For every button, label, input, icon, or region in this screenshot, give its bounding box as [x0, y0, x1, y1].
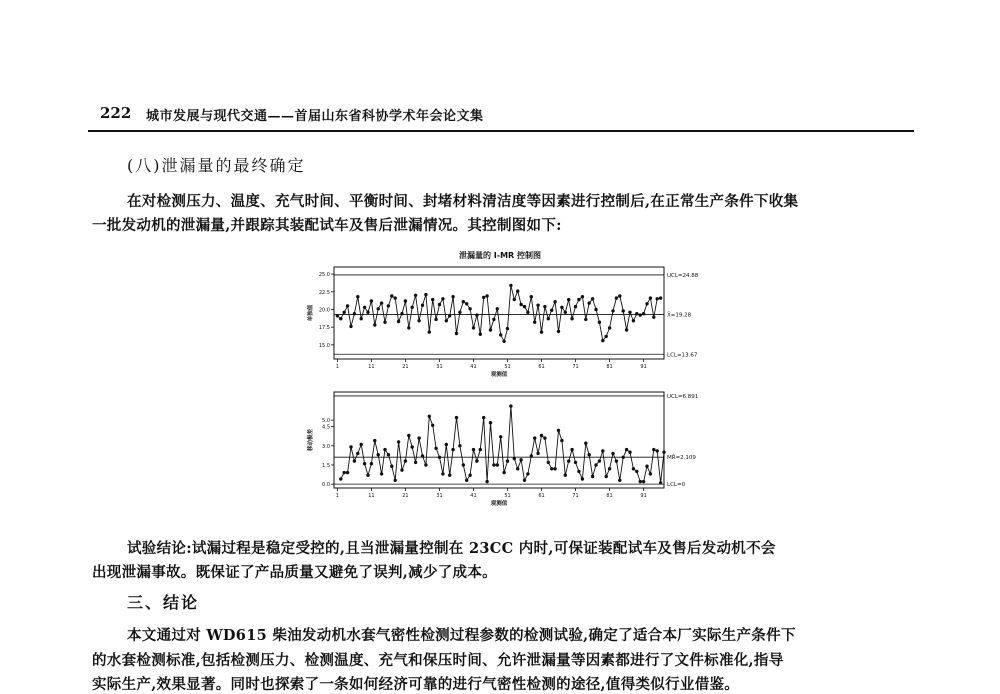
data-point [343, 471, 346, 474]
y-axis-label: 单独值 [308, 304, 314, 322]
running-header-title: 城市发展与现代交通——首届山东省科协学术年会论文集 [146, 109, 484, 124]
x-axis-label: 观测值 [490, 372, 508, 378]
data-point [458, 311, 461, 314]
data-point [502, 471, 505, 474]
data-point [346, 471, 349, 474]
data-point [441, 472, 444, 475]
data-point [390, 465, 393, 468]
data-point [652, 316, 655, 319]
data-point [499, 333, 502, 336]
test-conclusion-line2: 出现泄漏事故。既保证了产品质量又避免了误判,减少了成本。 [92, 564, 497, 581]
data-point [618, 294, 621, 297]
data-point [598, 321, 601, 324]
data-point [543, 305, 546, 308]
data-point [383, 321, 386, 324]
data-point [499, 435, 502, 438]
data-point [465, 479, 468, 482]
data-point [536, 452, 539, 455]
data-point [373, 323, 376, 326]
data-point [438, 456, 441, 459]
data-point [336, 314, 339, 317]
x-tick-label: 31 [436, 493, 443, 499]
data-point [407, 326, 410, 329]
data-point [428, 415, 431, 418]
data-point [618, 479, 621, 482]
data-point [652, 448, 655, 451]
x-tick-label: 41 [470, 493, 477, 499]
x-tick-label: 11 [368, 364, 375, 370]
data-point [519, 303, 522, 306]
data-point [431, 424, 434, 427]
data-point [377, 453, 380, 456]
data-point [662, 451, 665, 454]
data-point [424, 293, 427, 296]
data-point [536, 304, 539, 307]
data-point [550, 309, 553, 312]
test-conclusion-line1: 试验结论:试漏过程是稳定受控的,且当泄漏量控制在 23CC 内时,可保证装配试车及售后发动机不会 [127, 540, 776, 557]
x-tick-label: 71 [572, 364, 579, 370]
x-tick-label: 11 [368, 493, 375, 499]
data-point [560, 439, 563, 442]
figure-title: 泄漏量的 I-MR 控制图 [459, 251, 541, 260]
data-point [394, 479, 397, 482]
data-point [615, 296, 618, 299]
data-point [577, 470, 580, 473]
y-tick-label: 4.5 [322, 424, 330, 431]
data-point [455, 416, 458, 419]
data-point [356, 452, 359, 455]
x-tick-label: 51 [504, 493, 511, 499]
data-point [366, 311, 369, 314]
data-point [608, 326, 611, 329]
data-point [622, 309, 625, 312]
data-point [363, 306, 366, 309]
data-point [380, 472, 383, 475]
data-point [397, 440, 400, 443]
data-point [373, 439, 376, 442]
x-tick-label: 81 [606, 364, 613, 370]
y-axis-label: 移动极差 [308, 428, 314, 452]
data-point [489, 328, 492, 331]
data-point [346, 304, 349, 307]
data-point [363, 462, 366, 465]
data-point [339, 477, 342, 480]
data-point [574, 461, 577, 464]
data-point [553, 467, 556, 470]
data-point [387, 304, 390, 307]
page-number: 222 [100, 104, 132, 122]
section-eight-heading: (八)泄漏量的最终确定 [127, 156, 306, 175]
data-point [462, 300, 465, 303]
data-point [349, 325, 352, 328]
data-point [434, 447, 437, 450]
data-point [594, 308, 597, 311]
data-point [601, 449, 604, 452]
data-point [649, 472, 652, 475]
data-point [414, 294, 417, 297]
data-point [635, 312, 638, 315]
data-point [509, 284, 512, 287]
x-tick-label: 31 [436, 364, 443, 370]
data-point [584, 318, 587, 321]
data-point [353, 459, 356, 462]
data-point [496, 307, 499, 310]
data-point [649, 296, 652, 299]
data-point [387, 453, 390, 456]
data-point [502, 340, 505, 343]
data-point [383, 448, 386, 451]
data-point [485, 480, 488, 483]
data-point [496, 463, 499, 466]
data-point [645, 302, 648, 305]
plot-frame [334, 392, 664, 488]
x-tick-label: 91 [640, 364, 647, 370]
data-point [370, 299, 373, 302]
data-point [608, 467, 611, 470]
lcl-label: LCL=0 [667, 482, 686, 489]
data-point [445, 319, 448, 322]
y-tick-label: 0.0 [322, 482, 330, 489]
x-tick-label: 81 [606, 493, 613, 499]
data-point [557, 330, 560, 333]
data-point [594, 463, 597, 466]
ucl-label: UCL=24.88 [667, 272, 699, 279]
data-point [645, 465, 648, 468]
data-point [434, 318, 437, 321]
data-point [656, 297, 659, 300]
data-point [533, 436, 536, 439]
x-tick-label: 61 [538, 493, 545, 499]
data-point [400, 468, 403, 471]
data-point [639, 480, 642, 483]
data-point [628, 451, 631, 454]
data-point [509, 404, 512, 407]
data-point [632, 319, 635, 322]
data-point [414, 461, 417, 464]
center-label: X̄=19.28 [667, 312, 692, 319]
data-point [570, 317, 573, 320]
data-point [530, 454, 533, 457]
x-axis-label: 观测值 [490, 501, 508, 507]
data-point [448, 474, 451, 477]
y-tick-label: 17.5 [318, 325, 330, 332]
data-point [516, 467, 519, 470]
data-point [475, 459, 478, 462]
data-point [380, 301, 383, 304]
data-point [605, 335, 608, 338]
data-point [458, 444, 461, 447]
data-point [451, 295, 454, 298]
data-point [553, 300, 556, 303]
data-point [588, 453, 591, 456]
section-three-heading: 三、结论 [127, 593, 200, 612]
data-point [588, 301, 591, 304]
data-point [462, 463, 465, 466]
data-point [567, 298, 570, 301]
data-point [343, 311, 346, 314]
series-line [337, 285, 660, 341]
data-point [642, 312, 645, 315]
data-point [417, 436, 420, 439]
section-three-line2: 的水套检测标准,包括检测压力、检测温度、充气和保压时间、允许泄漏量等因素都进行了文件标准化,指导 [92, 652, 784, 669]
data-point [349, 445, 352, 448]
x-tick-label: 71 [572, 493, 579, 499]
data-point [635, 470, 638, 473]
y-tick-label: 15.0 [318, 342, 330, 349]
section-three-line1: 本文通过对 WD615 柴油发动机水套气密性检测过程参数的检测试验,确定了适合本厂实际生产条件下 [127, 627, 796, 644]
data-point [482, 416, 485, 419]
data-point [468, 474, 471, 477]
data-point [472, 326, 475, 329]
data-point [360, 443, 363, 446]
data-point [625, 448, 628, 451]
data-point [659, 481, 662, 484]
data-point [394, 296, 397, 299]
data-point [421, 454, 424, 457]
data-point [428, 330, 431, 333]
data-point [523, 305, 526, 308]
data-point [530, 295, 533, 298]
data-point [506, 459, 509, 462]
x-tick-label: 51 [504, 364, 511, 370]
moving-range-chart [306, 392, 698, 507]
data-point [591, 297, 594, 300]
y-tick-label: 5.0 [322, 418, 330, 425]
section-three-line3: 实际生产,效果显著。同时也探索了一条如何经济可靠的进行气密性检测的途径,值得类似行业借鉴。 [92, 676, 740, 693]
data-point [533, 321, 536, 324]
data-point [448, 314, 451, 317]
data-point [516, 289, 519, 292]
data-point [615, 459, 618, 462]
data-point [656, 449, 659, 452]
data-point [400, 312, 403, 315]
data-point [564, 311, 567, 314]
data-point [366, 474, 369, 477]
data-point [421, 304, 424, 307]
data-point [370, 462, 373, 465]
data-point [451, 448, 454, 451]
lcl-label: LCL=13.67 [667, 352, 698, 359]
data-point [479, 448, 482, 451]
data-point [584, 442, 587, 445]
y-tick-label: 22.5 [318, 289, 330, 296]
data-point [574, 305, 577, 308]
data-point [564, 474, 567, 477]
data-point [591, 475, 594, 478]
x-tick-label: 61 [538, 364, 545, 370]
data-point [540, 434, 543, 437]
data-point [479, 333, 482, 336]
data-point [523, 479, 526, 482]
data-point [570, 448, 573, 451]
data-point [547, 461, 550, 464]
data-point [550, 467, 553, 470]
data-point [526, 472, 529, 475]
data-point [404, 299, 407, 302]
y-tick-label: 1.5 [322, 462, 330, 469]
data-point [581, 477, 584, 480]
data-point [455, 332, 458, 335]
x-tick-label: 21 [402, 493, 409, 499]
data-point [445, 443, 448, 446]
data-point [639, 313, 642, 316]
data-point [628, 311, 631, 314]
data-point [407, 434, 410, 437]
x-tick-label: 1 [335, 364, 339, 370]
data-point [397, 320, 400, 323]
data-point [506, 327, 509, 330]
data-point [543, 436, 546, 439]
data-point [438, 303, 441, 306]
section-eight-paragraph-line2: 一批发动机的泄漏量,并跟踪其装配试车及售后泄漏情况。其控制图如下: [92, 217, 562, 234]
series-line [341, 406, 664, 483]
data-point [581, 295, 584, 298]
data-point [513, 457, 516, 460]
data-point [611, 452, 614, 455]
data-point [468, 307, 471, 310]
data-point [659, 296, 662, 299]
data-point [557, 429, 560, 432]
section-eight-paragraph-line1: 在对检测压力、温度、充气时间、平衡时间、封堵材料清洁度等因素进行控制后,在正常生产条件下收集 [127, 193, 799, 210]
data-point [577, 298, 580, 301]
data-point [353, 312, 356, 315]
data-point [377, 307, 380, 310]
data-point [492, 318, 495, 321]
y-tick-label: 20.0 [318, 307, 330, 314]
data-point [622, 456, 625, 459]
x-tick-label: 21 [402, 364, 409, 370]
data-point [431, 298, 434, 301]
data-point [411, 445, 414, 448]
data-point [475, 313, 478, 316]
data-point [441, 297, 444, 300]
data-point [489, 421, 492, 424]
data-point [601, 339, 604, 342]
data-point [360, 317, 363, 320]
data-point [472, 448, 475, 451]
data-point [605, 475, 608, 478]
data-point [642, 480, 645, 483]
ucl-label: UCL=6.891 [667, 393, 699, 400]
data-point [417, 319, 420, 322]
y-tick-label: 25.0 [318, 272, 330, 279]
data-point [411, 306, 414, 309]
data-point [492, 463, 495, 466]
data-point [465, 302, 468, 305]
center-label: MR̄=2.109 [667, 455, 696, 462]
x-tick-label: 1 [335, 493, 339, 499]
data-point [625, 328, 628, 331]
data-point [567, 459, 570, 462]
data-point [482, 296, 485, 299]
data-point [540, 330, 543, 333]
data-point [424, 463, 427, 466]
x-tick-label: 91 [640, 493, 647, 499]
individual-chart [306, 267, 699, 378]
data-point [519, 458, 522, 461]
data-point [611, 309, 614, 312]
data-point [526, 311, 529, 314]
data-point [356, 295, 359, 298]
data-point [632, 467, 635, 470]
y-tick-label: 3.0 [322, 443, 330, 450]
data-point [547, 317, 550, 320]
data-point [339, 317, 342, 320]
x-tick-label: 41 [470, 364, 477, 370]
data-point [390, 294, 393, 297]
data-point [560, 306, 563, 309]
data-point [598, 459, 601, 462]
data-point [485, 294, 488, 297]
data-point [513, 298, 516, 301]
data-point [404, 459, 407, 462]
